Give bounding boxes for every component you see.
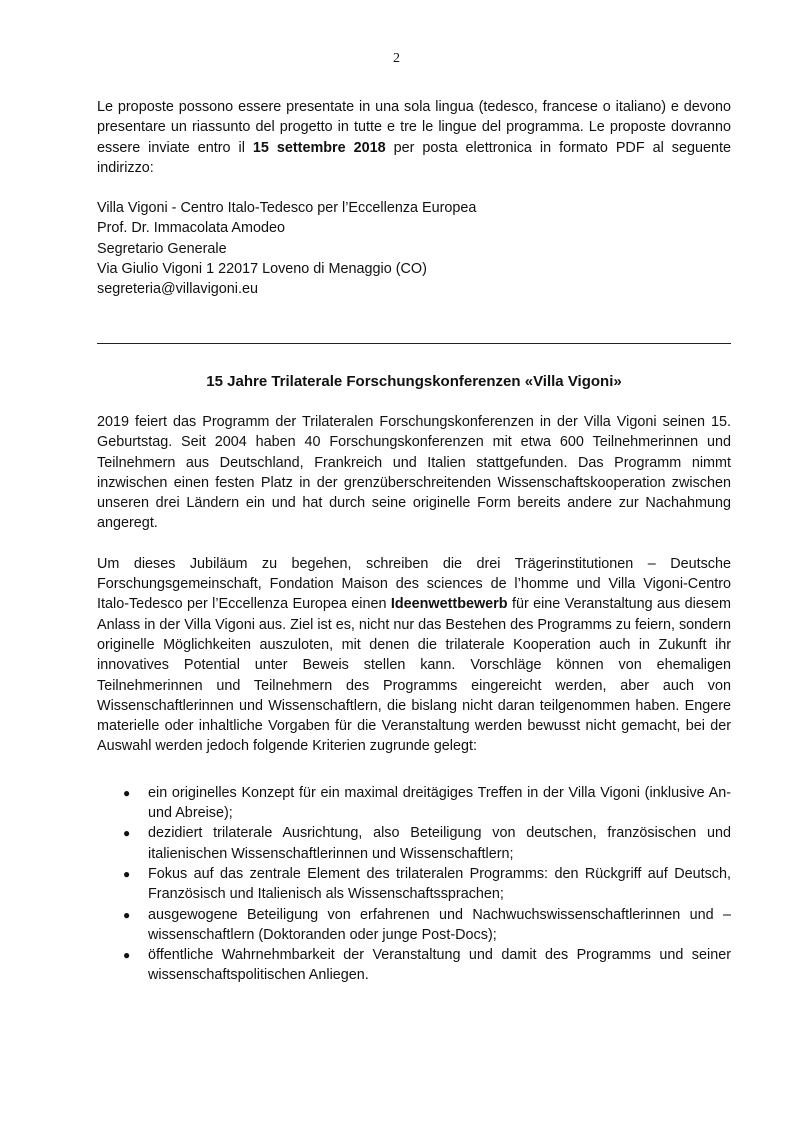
page-number: 2 [393, 51, 400, 66]
paragraph-2-end: für eine Veranstaltung aus diesem Anlass in der Villa Vigoni aus. Ziel ist es, nicht nur das Bestehen des Programms zu feiern, sondern originelle Möglichkeiten auszuloten, mit denen die trilaterale Kooperation auch in Zukunft ihr innovatives Potential unter Beweis stellen kann. Vorschläge können von ehemaligen Teilnehmerinnen und Teilnehmern des Programms eingereicht werden, aber auch von Wissenschaftlerinnen und Wissenschaftlern, die bislang nicht daran teilgenommen haben. Engere materielle oder inhaltliche Vorgaben für die Veranstaltung werden bewusst nicht gemacht, bei der Auswahl werden jedoch folgende Kriterien zugrunde gelegt: [97, 596, 731, 755]
section-body [97, 412, 731, 986]
paragraph-2-start: Um dieses Jubiläum zu begehen, schreiben die drei Trägerinstitutionen – Deutsche Forschungsgemeinschaft, Fondation Maison des sciences de l’homme und Villa Vigoni-Centro Italo-Tedesco per l’Eccellenza Europea einen [97, 555, 731, 613]
section-title: 15 Jahre Trilaterale Forschungskonferenzen «Villa Vigoni» [206, 373, 622, 390]
criteria-list [97, 783, 731, 986]
bullet-icon: ● [123, 907, 131, 922]
list-item [97, 905, 731, 946]
deadline-date: 15 settembre 2018 [252, 139, 386, 156]
intro-paragraph [97, 97, 731, 178]
ideenwettbewerb-term: Ideenwettbewerb [390, 596, 508, 613]
intro-text-start: Le proposte possono essere presentate in una sola lingua (tedesco, francese o italiano) e devono presentare un riassunto del progetto in tutte e tre le lingue del programma. Le proposte dovranno essere inviate entro il [97, 99, 731, 156]
list-item [97, 783, 731, 824]
list-item [97, 823, 731, 864]
section-paragraph-2 [97, 554, 731, 757]
address-line-street: Via Giulio Vigoni 1 22017 Loveno di Menaggio (CO) [97, 261, 427, 278]
address-line-email: segreteria@villavigoni.eu [97, 281, 258, 298]
address-line-institution: Villa Vigoni - Centro Italo-Tedesco per l’Eccellenza Europea [97, 200, 477, 217]
intro-text-end: per posta elettronica in formato PDF al seguente indirizzo: [97, 139, 731, 176]
list-item [97, 945, 731, 986]
criteria-text: öffentliche Wahrnehmbarkeit der Veranstaltung und damit des Programms und seiner wissenschaftspolitischen Anliegen. [148, 947, 731, 984]
section-paragraph-1: 2019 feiert das Programm der Trilateralen Forschungskonferenzen in der Villa Vigoni seinen 15. Geburtstag. Seit 2004 haben 40 Forschungskonferenzen mit etwa 600 Teilnehmerinnen und Teilnehmern aus Deutschland, Frankreich und Italien stattgefunden. Das Programm nimmt inzwischen einen festen Platz in der grenzüberschreitenden Wissenschaftskooperation zwischen unseren drei Ländern ein und hat durch seine originelle Form bereits andere zur Nachahmung angeregt. [97, 414, 731, 532]
intro-block [97, 97, 731, 300]
address-block [97, 198, 731, 299]
section-divider [97, 343, 731, 344]
bullet-icon: ● [123, 948, 131, 963]
bullet-icon: ● [123, 866, 131, 881]
bullet-icon: ● [123, 785, 131, 800]
criteria-text: ein originelles Konzept für ein maximal dreitägiges Treffen in der Villa Vigoni (inklusive An- und Abreise); [148, 784, 731, 822]
list-item [97, 864, 731, 905]
address-line-name: Prof. Dr. Immacolata Amodeo [97, 220, 285, 237]
criteria-text: ausgewogene Beteiligung von erfahrenen und Nachwuchswissenschaftlerinnen und –wissenschaftlern (Doktoranden oder junge Post-Docs); [148, 906, 731, 943]
bullet-icon: ● [123, 826, 131, 841]
criteria-text: Fokus auf das zentrale Element des trilateralen Programms: den Rückgriff auf Deutsch, Französisch und Italienisch als Wissenschaftssprachen; [148, 865, 731, 903]
criteria-text: dezidiert trilaterale Ausrichtung, also Beteiligung von deutschen, französischen und italienischen Wissenschaftlerinnen und Wissenschaftlern; [148, 825, 731, 862]
address-line-role: Segretario Generale [97, 240, 227, 257]
